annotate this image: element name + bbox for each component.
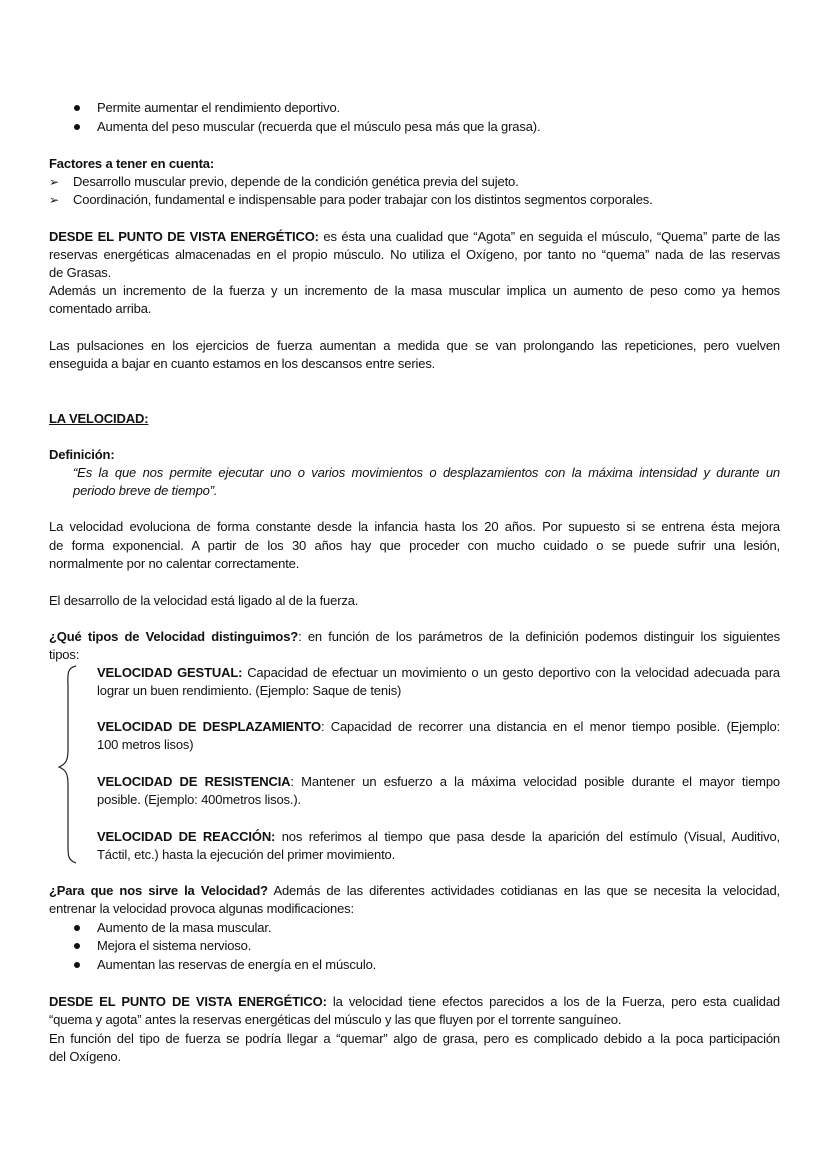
section-title-velocidad: LA VELOCIDAD: <box>49 411 149 426</box>
paragraph-ligado: El desarrollo de la velocidad está ligado al de la fuerza. <box>49 593 359 608</box>
paragraph-energetico-velocidad <box>49 993 780 1011</box>
text: : Capacidad de recorrer una distancia en el menor tiempo posible. (Ejemplo: <box>320 719 781 734</box>
text: Además de las diferentes actividades cotidianas en las que se necesita la velocidad, <box>267 883 780 898</box>
text: : Mantener un esfuerzo a la máxima velocidad posible durante el mayor tiempo <box>290 774 780 789</box>
bold-label: VELOCIDAD DE RESISTENCIA <box>97 774 291 789</box>
text: : en función de los parámetros de la definición podemos distinguir los siguientes <box>298 629 780 644</box>
definicion-heading: Definición: <box>49 447 115 462</box>
tipo-resistencia <box>97 773 780 791</box>
paragraph-sirve <box>49 882 780 900</box>
text: la velocidad tiene efectos parecidos a los de la Fuerza, pero esta cualidad <box>326 994 780 1009</box>
paragraph-line: del Oxígeno. <box>49 1049 121 1064</box>
paragraph-pulsaciones: Las pulsaciones en los ejercicios de fuerza aumentan a medida que se van prolongando las repeticiones, pero vuelven <box>49 338 780 353</box>
bold-label: DESDE EL PUNTO DE VISTA ENERGÉTICO: <box>49 229 319 244</box>
list-item: Desarrollo muscular previo, depende de la condición genética previa del sujeto. <box>73 174 519 189</box>
bullet-icon <box>74 925 80 931</box>
tipo-gestual <box>97 664 780 682</box>
curly-brace-icon <box>56 664 80 864</box>
paragraph-energetico-fuerza <box>49 228 780 246</box>
paragraph-line: En función del tipo de fuerza se podría llegar a “quemar” algo de grasa, pero es complicado debido a la poca participación <box>49 1031 780 1046</box>
list-item: Mejora el sistema nervioso. <box>97 938 252 953</box>
bold-label: ¿Qué tipos de Velocidad distinguimos? <box>49 629 299 644</box>
tipo-line: Táctil, etc.) hasta la ejecución del primer movimiento. <box>97 847 396 862</box>
bold-label: DESDE EL PUNTO DE VISTA ENERGÉTICO: <box>49 994 327 1009</box>
bullet-icon <box>74 962 80 968</box>
bold-label: VELOCIDAD DE REACCIÓN: <box>97 829 276 844</box>
text: Capacidad de efectuar un movimiento o un gesto deportivo con la velocidad adecuada para <box>242 665 780 680</box>
bold-label: VELOCIDAD GESTUAL: <box>97 665 243 680</box>
tipo-reaccion <box>97 828 780 846</box>
list-item: Aumento de la masa muscular. <box>97 920 272 935</box>
paragraph-line: Además un incremento de la fuerza y un incremento de la masa muscular implica un aumento de peso como ya hemos <box>49 283 780 298</box>
list-item: Coordinación, fundamental e indispensable para poder trabajar con los distintos segmentos corporales. <box>73 192 653 207</box>
bullet-icon <box>74 105 80 111</box>
list-item: Aumenta del peso muscular (recuerda que el músculo pesa más que la grasa). <box>97 119 541 134</box>
bold-label: VELOCIDAD DE DESPLAZAMIENTO <box>97 719 321 734</box>
paragraph-line: reservas energéticas almacenadas en el propio músculo. No utiliza el Oxígeno, por tanto no “quema” nada de las reservas <box>49 247 780 262</box>
tipo-line: lograr un buen rendimiento. (Ejemplo: Saque de tenis) <box>97 683 402 698</box>
paragraph-line: tipos: <box>49 647 80 662</box>
paragraph-line: de Grasas. <box>49 265 112 280</box>
paragraph-line: de forma exponencial. A partir de los 30 años hay que proceder con mucho cuidado o se puede sufrir una lesión, <box>49 538 780 553</box>
paragraph-line: “quema y agota” antes la reservas energéticas del músculo y las que fluyen por el torrente sanguíneo. <box>49 1012 622 1027</box>
tipo-line: 100 metros lisos) <box>97 737 194 752</box>
text: nos referimos al tiempo que pasa desde la aparición del estímulo (Visual, Auditivo, <box>275 829 780 844</box>
bullet-icon <box>74 943 80 949</box>
paragraph-line: entrenar la velocidad provoca algunas modificaciones: <box>49 901 354 916</box>
list-item: Aumentan las reservas de energía en el músculo. <box>97 957 377 972</box>
tipo-desplazamiento <box>97 718 780 736</box>
definicion-quote-line: periodo breve de tiempo”. <box>73 483 218 498</box>
paragraph-line: normalmente por no calentar correctamente. <box>49 556 300 571</box>
bold-label: ¿Para que nos sirve la Velocidad? <box>49 883 268 898</box>
paragraph-tipos <box>49 628 780 646</box>
arrow-bullet-icon: ➢ <box>49 193 60 207</box>
paragraph-line: comentado arriba. <box>49 301 152 316</box>
text: es ésta una cualidad que “Agota” en seguida el músculo, “Quema” parte de las <box>318 229 781 244</box>
definicion-quote: “Es la que nos permite ejecutar uno o varios movimientos o desplazamientos con la máxima intensidad y durante un <box>73 465 780 480</box>
paragraph-evolucion: La velocidad evoluciona de forma constante desde la infancia hasta los 20 años. Por supuesto si se entrena ésta mejora <box>49 519 780 534</box>
arrow-bullet-icon: ➢ <box>49 175 60 189</box>
list-item: Permite aumentar el rendimiento deportivo. <box>97 100 340 115</box>
paragraph-line: enseguida a bajar en cuanto estamos en los descansos entre series. <box>49 356 436 371</box>
tipo-line: posible. (Ejemplo: 400metros lisos.). <box>97 792 301 807</box>
section-heading-factores: Factores a tener en cuenta: <box>49 156 215 171</box>
bullet-icon <box>74 124 80 130</box>
